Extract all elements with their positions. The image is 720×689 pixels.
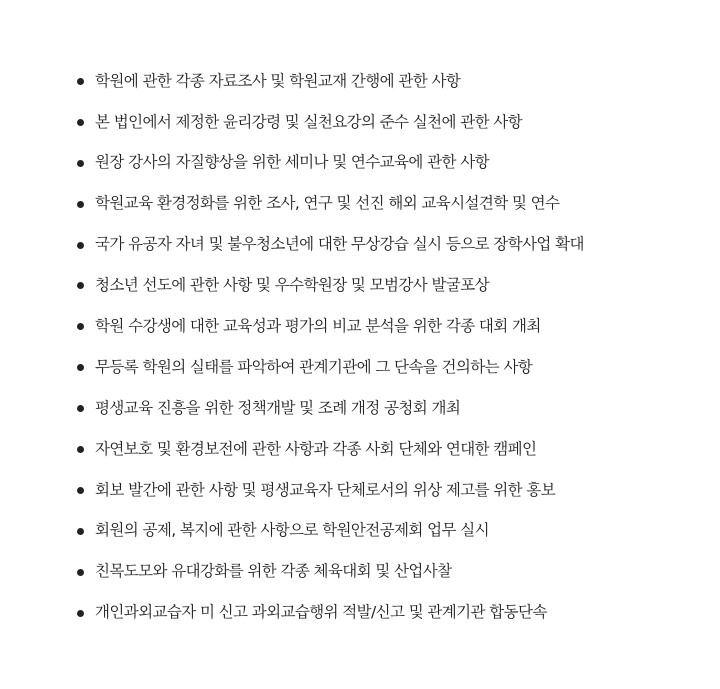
list-item-text: 학원에 관한 각종 자료조사 및 학원교재 간행에 관한 사항 (95, 71, 461, 90)
bullet-icon (77, 446, 84, 453)
list-item (70, 184, 710, 225)
bullet-icon (77, 528, 84, 535)
list-item-text: 본 법인에서 제정한 윤리강령 및 실천요강의 준수 실천에 관한 사항 (95, 112, 523, 131)
list-item-text: 자연보호 및 환경보전에 관한 사항과 각종 사회 단체와 연대한 캠페인 (95, 439, 537, 458)
list-item-text: 학원교육 환경정화를 위한 조사, 연구 및 선진 해외 교육시설견학 및 연수 (95, 194, 560, 213)
bullet-icon (77, 119, 84, 126)
list-item (70, 511, 710, 552)
list-item-text: 국가 유공자 자녀 및 불우청소년에 대한 무상강습 실시 등으로 장학사업 확대 (95, 235, 584, 254)
list-item-text: 회원의 공제, 복지에 관한 사항으로 학원안전공제회 업무 실시 (95, 521, 489, 540)
list-item-text: 친목도모와 유대강화를 위한 각종 체육대회 및 산업사찰 (95, 562, 452, 581)
activity-list (70, 61, 710, 633)
list-item (70, 225, 710, 266)
list-item-text: 무등록 학원의 실태를 파악하여 관계기관에 그 단속을 건의하는 사항 (95, 357, 533, 376)
list-item-text: 개인과외교습자 미 신고 과외교습행위 적발/신고 및 관계기관 합동단속 (95, 603, 547, 622)
list-item-text: 원장 강사의 자질향상을 위한 세미나 및 연수교육에 관한 사항 (95, 153, 489, 172)
list-item (70, 593, 710, 634)
bullet-icon (77, 610, 84, 617)
list-item-text: 청소년 선도에 관한 사항 및 우수학원장 및 모범강사 발굴포상 (95, 276, 489, 295)
list-item-text: 회보 발간에 관한 사항 및 평생교육자 단체로서의 위상 제고를 위한 홍보 (95, 480, 556, 499)
list-item (70, 470, 710, 511)
list-item (70, 143, 710, 184)
list-item (70, 347, 710, 388)
list-item (70, 306, 710, 347)
bullet-icon (77, 282, 84, 289)
bullet-icon (77, 405, 84, 412)
list-item-text: 학원 수강생에 대한 교육성과 평가의 비교 분석을 위한 각종 대회 개최 (95, 317, 541, 336)
list-item (70, 388, 710, 429)
bullet-icon (77, 78, 84, 85)
bullet-icon (77, 569, 84, 576)
list-item (70, 61, 710, 102)
bullet-icon (77, 487, 84, 494)
bullet-icon (77, 364, 84, 371)
bullet-icon (77, 201, 84, 208)
bullet-icon (77, 242, 84, 249)
list-item (70, 429, 710, 470)
bullet-icon (77, 160, 84, 167)
list-item (70, 102, 710, 143)
list-item-text: 평생교육 진흥을 위한 정책개발 및 조례 개정 공청회 개최 (95, 398, 461, 417)
list-item (70, 265, 710, 306)
list-item (70, 552, 710, 593)
bullet-icon (77, 323, 84, 330)
